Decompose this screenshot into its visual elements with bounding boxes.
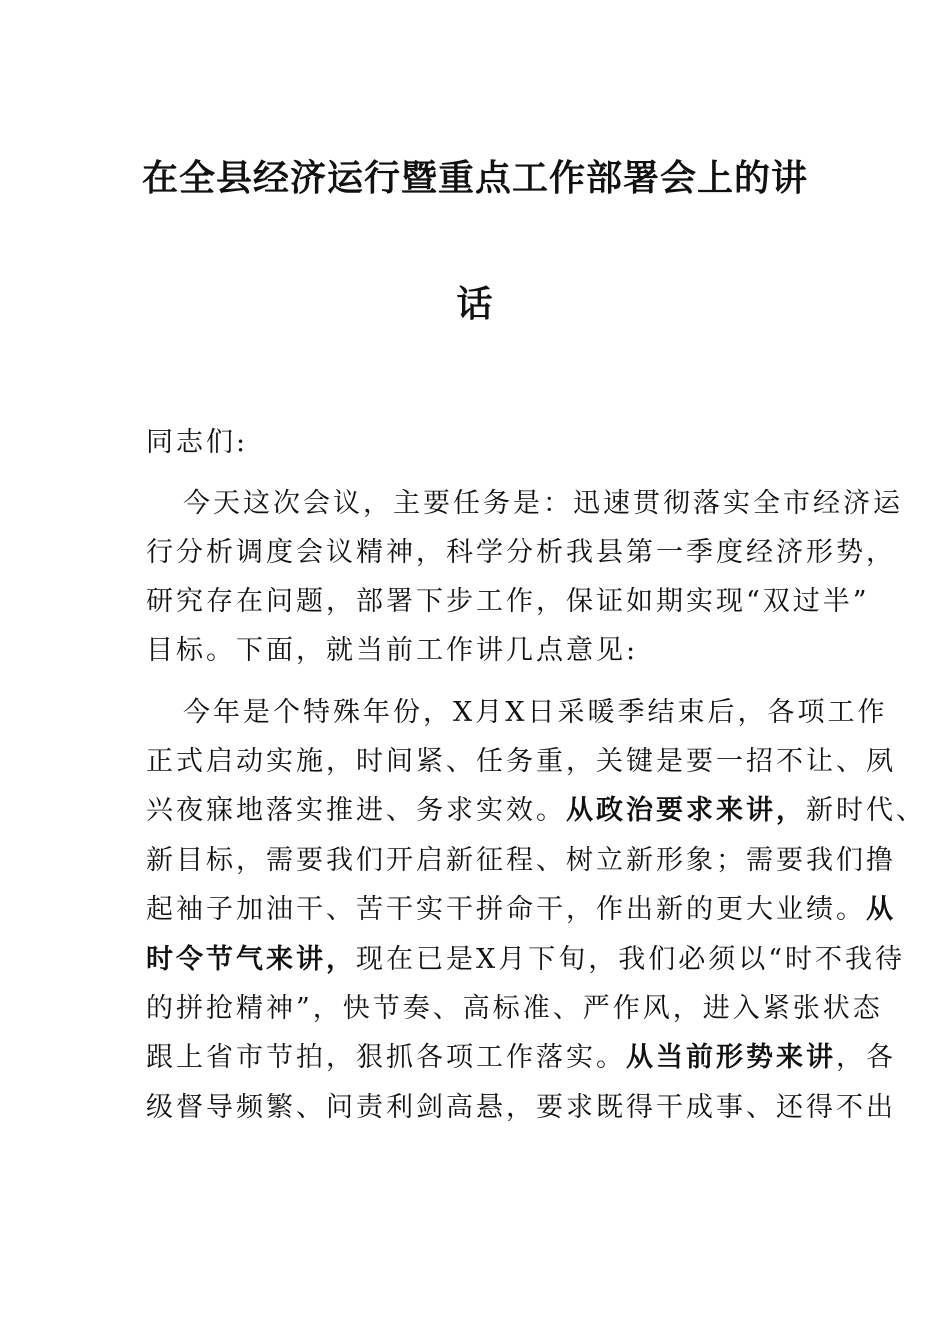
paragraph-2-line-9: 级督导频繁、问责利剑高悬，要求既得干成事、还得不出 xyxy=(146,1092,896,1123)
paragraph-2-line-7: 的拼抢精神”，快节奏、高标准、严作风，进入紧张状态 xyxy=(146,993,883,1024)
paragraph-1-line-3: 研究存在问题，部署下步工作，保证如期实现“双过半” xyxy=(146,586,870,617)
paragraph-2-line-8 xyxy=(146,1035,896,1074)
bold-lead-phrase: 时令节气来讲， xyxy=(146,944,356,975)
paragraph-1-line-2: 行分析调度会议精神，科学分析我县第一季度经济形势， xyxy=(146,537,896,568)
plain-text: 兴夜寐地落实推进、务求实效。 xyxy=(146,795,566,826)
paragraph-2-line-1: 今年是个特殊年份，X月X日采暖季结束后，各项工作 xyxy=(183,697,888,728)
document-title-line-1: 在全县经济运行暨重点工作部署会上的讲 xyxy=(141,157,808,199)
plain-text: 现在已是X月下旬，我们必须以“时不我待 xyxy=(356,944,906,975)
paragraph-2-line-3 xyxy=(146,788,926,827)
plain-text: ，各 xyxy=(836,1042,896,1073)
salutation: 同志们: xyxy=(146,427,249,458)
paragraph-2-line-6 xyxy=(146,937,905,976)
bold-lead-phrase: 从 xyxy=(866,894,896,925)
plain-text: 起袖子加油干、苦干实干拼命干，作出新的更大业绩。 xyxy=(146,894,866,925)
paragraph-1-line-4: 目标。下面，就当前工作讲几点意见: xyxy=(146,635,639,666)
paragraph-2-line-5 xyxy=(146,887,896,926)
plain-text: 跟上省市节拍，狠抓各项工作落实。 xyxy=(146,1042,626,1073)
paragraph-2-line-2: 正式启动实施，时间紧、任务重，关键是要一招不让、夙 xyxy=(146,746,896,777)
bold-lead-phrase: 从政治要求来讲， xyxy=(566,795,806,826)
bold-lead-phrase: 从当前形势来讲 xyxy=(626,1042,836,1073)
paragraph-1-line-1: 今天这次会议，主要任务是：迅速贯彻落实全市经济运 xyxy=(183,488,903,519)
plain-text: 新时代、 xyxy=(806,795,926,826)
document-title-line-2: 话 xyxy=(456,283,494,325)
paragraph-2-line-4: 新目标，需要我们开启新征程、树立新形象；需要我们撸 xyxy=(146,845,896,876)
